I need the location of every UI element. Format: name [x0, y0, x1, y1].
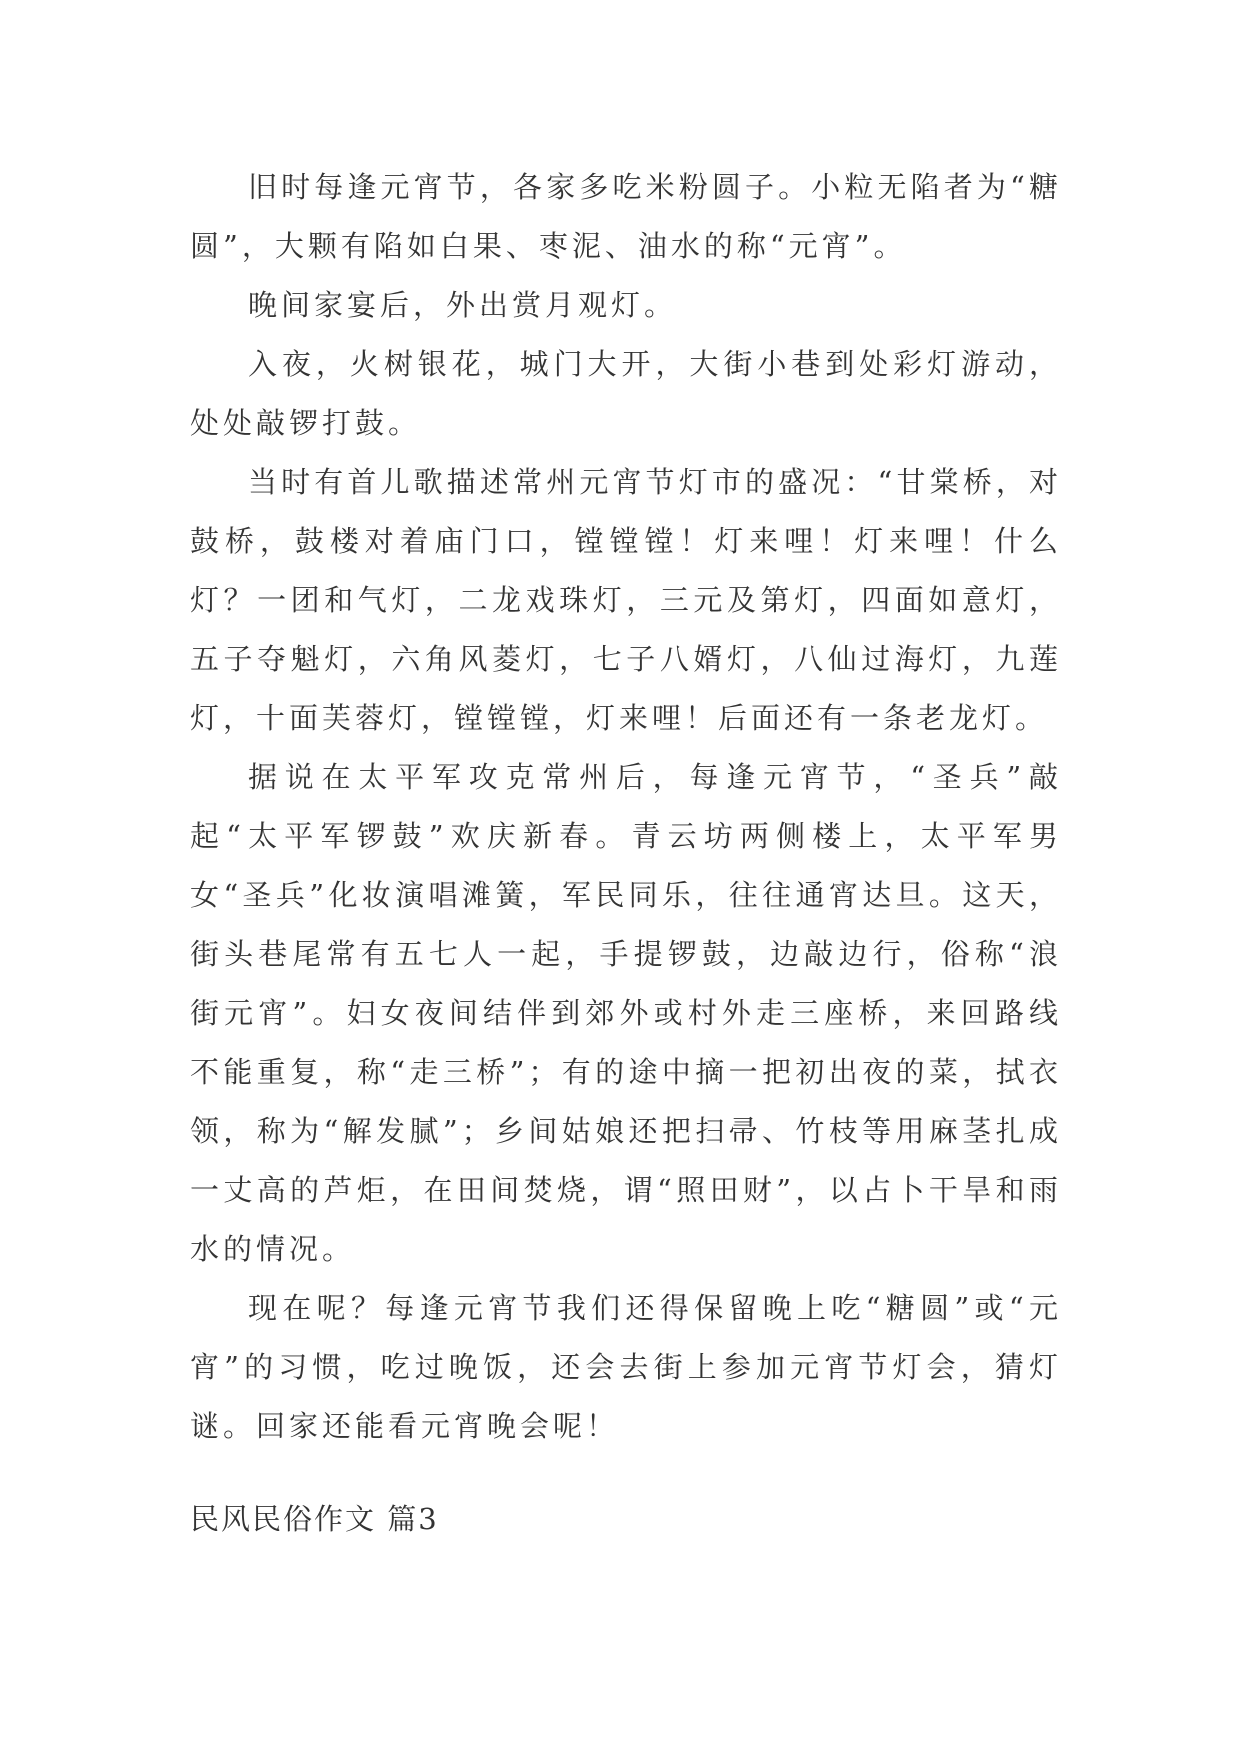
section-heading: 民风民俗作文 篇3: [190, 1502, 439, 1536]
paragraph-2: 晚间家宴后，外出赏月观灯。: [248, 288, 678, 322]
paragraph-6: 现在呢？每逢元宵节我们还得保留晚上吃“糖圆”或“元宵”的习惯，吃过晚饭，还会去街上参加元宵节灯会，猜灯谜。回家还能看元宵晚会呢！: [190, 1291, 1062, 1443]
paragraph-5: 据说在太平军攻克常州后，每逢元宵节，“圣兵”敲起“太平军锣鼓”欢庆新春。青云坊两侧楼上，太平军男女“圣兵”化妆演唱滩簧，军民同乐，往往通宵达旦。这天，街头巷尾常有五七人一起，手提锣鼓，边敲边行，俗称“浪街元宵”。妇女夜间结伴到郊外或村外走三座桥，来回路线不能重复，称“走三桥”；有的途中摘一把初出夜的菜，拭衣领，称为“解发腻”；乡间姑娘还把扫帚、竹枝等用麻茎扎成一丈高的芦炬，在田间焚烧，谓“照田财”，以占卜干旱和雨水的情况。: [190, 760, 1062, 1266]
article-body: [190, 158, 1062, 1456]
paragraph-4: 当时有首儿歌描述常州元宵节灯市的盛况：“甘棠桥，对鼓桥，鼓楼对着庙门口，镗镗镗！灯来哩！灯来哩！什么灯？一团和气灯，二龙戏珠灯，三元及第灯，四面如意灯，五子夺魁灯，六角风菱灯，七子八婿灯，八仙过海灯，九莲灯，十面芙蓉灯，镗镗镗，灯来哩！后面还有一条老龙灯。: [190, 465, 1062, 735]
paragraph-3: 入夜，火树银花，城门大开，大街小巷到处彩灯游动，处处敲锣打鼓。: [190, 347, 1062, 440]
paragraph-1: 旧时每逢元宵节，各家多吃米粉圆子。小粒无陷者为“糖圆”，大颗有陷如白果、枣泥、油水的称“元宵”。: [190, 170, 1062, 263]
